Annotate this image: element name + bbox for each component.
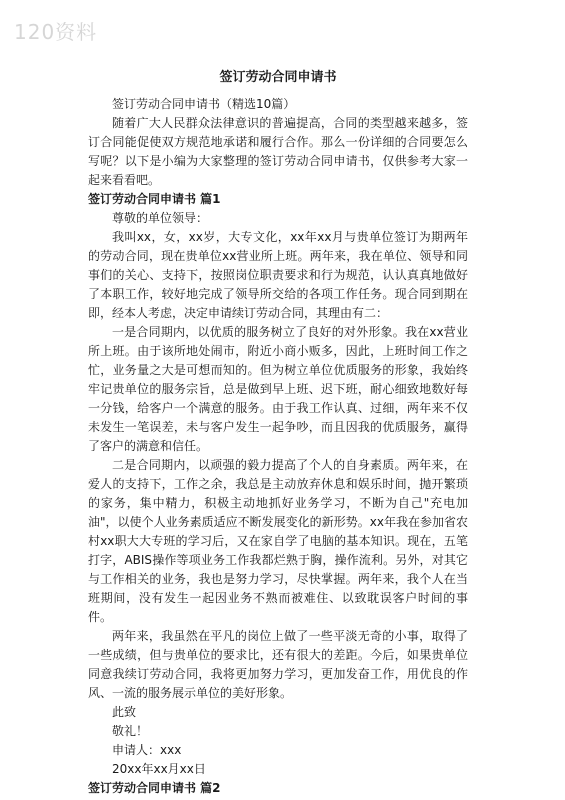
document-title: 签订劳动合同申请书 (219, 70, 337, 85)
body-paragraph-4: 两年来，我虽然在平凡的岗位上做了一些平淡无奇的小事，取得了一些成绩，但与贵单位的要求比，还有很大的差距。今后，如果贵单位同意我续订劳动合同，我将更加努力学习，更加发奋工作，用优良的作风、一流的服务展示单位的美好形象。 (88, 629, 468, 700)
closing-line-2: 敬礼！ (112, 724, 149, 738)
salutation: 尊敬的单位领导： (112, 211, 209, 225)
section-heading-1: 签订劳动合同申请书 篇1 (88, 192, 221, 206)
body-paragraph-2: 一是合同期内，以优质的服务树立了良好的对外形象。我在xx营业所上班。由于该所地处闹市，附近小商小贩多，因此，上班时间工作之忙，业务量之大是可想而知的。但为树立单位优质服务的形象，我始终牢记贵单位的服务宗旨，总是做到早上班、迟下班，耐心细致地数好每一分钱，给客户一个满意的服务。由于我工作认真、过细，两年来不仅未发生一笔误差，未与客户发生一起争吵，而且因我的优质服务，赢得了客户的满意和信任。 (88, 325, 468, 453)
body-paragraph-3: 二是合同期内，以顽强的毅力提高了个人的自身素质。两年来，在爱人的支持下，工作之余，我总是主动放弃休息和娱乐时间，抛开繁琐的家务，集中精力，积极主动地抓好业务学习，不断为自己"充电加油"，以使个人业务素质适应不断发展变化的新形势。xx年我在参加省农村xx职大大专班的学习后，又在家自学了电脑的基本知识。现在，五笔打字，ABIS操作等项业务工作我都烂熟于胸，操作流利。另外，对其它与工作相关的业务，我也是努力学习，尽快掌握。两年来，我个人在当班期间，没有发生一起因业务不熟而被难住、以致耽误客户时间的事件。 (88, 458, 468, 624)
closing-line-1: 此致 (112, 705, 137, 719)
document-subtitle: 签订劳动合同申请书（精选10篇） (112, 97, 296, 111)
date-line: 20xx年xx月xx日 (112, 762, 206, 776)
intro-paragraph: 随着广大人民群众法律意识的普遍提高，合同的类型越来越多，签订合同能促使双方规范地承诺和履行合作。那么一份详细的合同要怎么写呢？以下是小编为大家整理的签订劳动合同申请书，仅供参考大家一起来看看吧。 (88, 116, 468, 187)
body-paragraph-1: 我叫xx，女，xx岁，大专文化，xx年xx月与贵单位签订为期两年的劳动合同，现在贵单位xx营业所上班。两年来，我在单位、领导和同事们的关心、支持下，按照岗位职责要求和行为规范，认认真真地做好了本职工作，较好地完成了领导所交给的各项工作任务。现合同到期在即，经本人考虑，决定申请续订劳动合同，其理由有二： (88, 230, 468, 320)
watermark: 120资料 (14, 20, 98, 44)
applicant-line: 申请人：xxx (112, 743, 182, 757)
section-heading-2: 签订劳动合同申请书 篇2 (88, 781, 221, 795)
document-body (88, 68, 468, 798)
